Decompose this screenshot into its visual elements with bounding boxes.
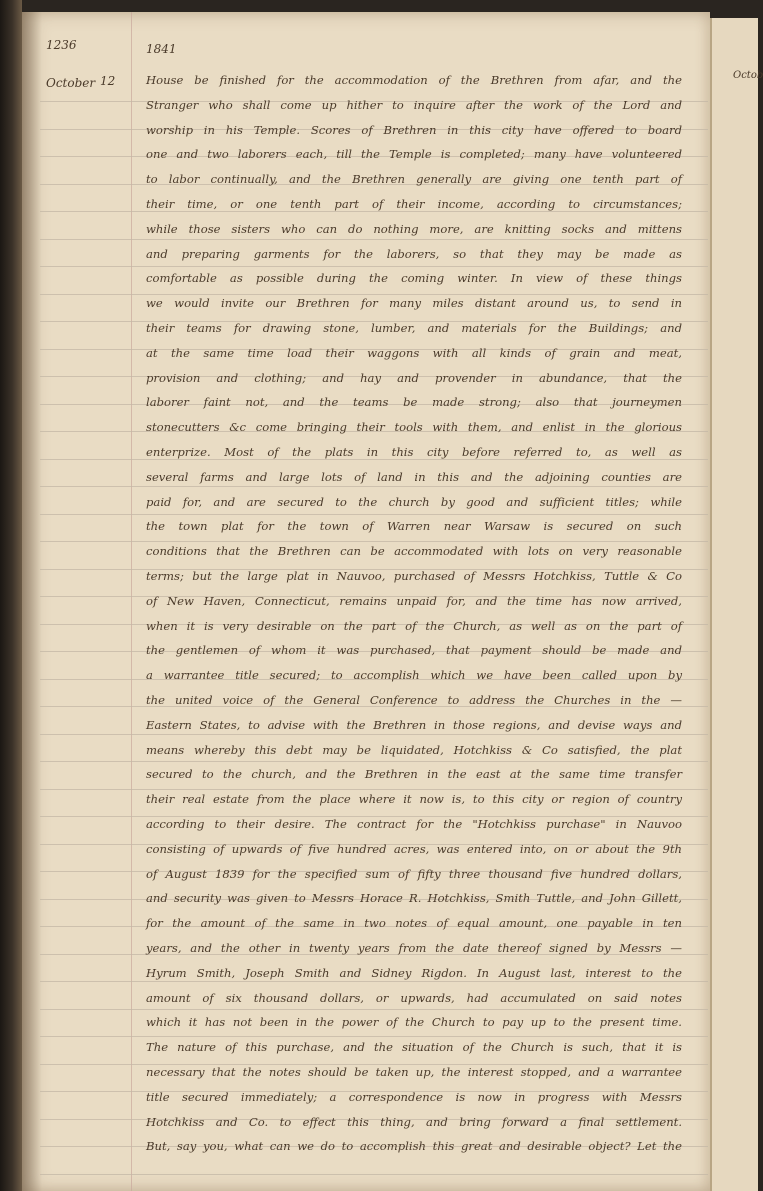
manuscript-line: years, and the other in twenty years from the date thereof signed by Messrs — (146, 941, 682, 955)
manuscript-line: for the amount of the same in two notes of equal amount, one payable in ten (146, 916, 682, 930)
manuscript-line: terms; but the large plat in Nauvoo, purchased of Messrs Hotchkiss, Tuttle & Co (146, 569, 682, 583)
entry-year: 1841 (146, 42, 177, 56)
ruled-line (40, 486, 708, 487)
manuscript-line: But, say you, what can we do to accomplish this great and desirable object? Let the (146, 1139, 682, 1153)
manuscript-line: title secured immediately; a correspondence is now in progress with Messrs (146, 1090, 682, 1104)
ruled-line (40, 541, 708, 542)
manuscript-line: means whereby this debt may be liquidated, Hotchkiss & Co satisfied, the plat (146, 743, 682, 757)
manuscript-line: of New Haven, Connecticut, remains unpaid for, and the time has now arrived, (146, 594, 682, 608)
manuscript-line: which it has not been in the power of the Church to pay up to the present time. (146, 1015, 682, 1029)
manuscript-line: several farms and large lots of land in this and the adjoining counties are (146, 470, 682, 484)
manuscript-line: enterprize. Most of the plats in this city before referred to, as well as (146, 445, 682, 459)
book-spine (0, 0, 22, 1191)
manuscript-line: stonecutters &c come bringing their tools with them, and enlist in the glorious (146, 420, 682, 434)
manuscript-line: paid for, and are secured to the church by good and sufficient titles; while (146, 495, 682, 509)
manuscript-line: consisting of upwards of five hundred acres, was entered into, on or about the 9th (146, 842, 682, 856)
ruled-line (40, 211, 708, 212)
entry-date-day: 12 (100, 74, 116, 88)
ruled-line (40, 734, 708, 735)
margin-rule (131, 12, 132, 1191)
ruled-line (40, 981, 708, 982)
manuscript-line: amount of six thousand dollars, or upwards, had accumulated on said notes (146, 991, 682, 1005)
facing-page-margin-note: Octob (733, 70, 763, 81)
manuscript-line: we would invite our Brethren for many miles distant around us, to send in (146, 296, 682, 310)
ruled-line (40, 294, 708, 295)
manuscript-line: secured to the church, and the Brethren in the east at the same time transfer (146, 767, 682, 781)
manuscript-line: Hotchkiss and Co. to effect this thing, and bring forward a final settlement. (146, 1115, 682, 1129)
ruled-line (40, 789, 708, 790)
manuscript-line: Eastern States, to advise with the Brethren in those regions, and devise ways and (146, 718, 682, 732)
manuscript-line: provision and clothing; and hay and provender in abundance, that the (146, 371, 682, 385)
manuscript-line: the united voice of the General Conference to address the Churches in the — (146, 693, 682, 707)
page-gutter-shadow (22, 12, 42, 1191)
page-number: 1236 (46, 38, 77, 52)
ruled-line (40, 266, 708, 267)
manuscript-line: a warrantee title secured; to accomplish which we have been called upon by (146, 668, 682, 682)
manuscript-line: while those sisters who can do nothing more, are knitting socks and mittens (146, 222, 682, 236)
ruled-line (40, 514, 708, 515)
manuscript-line: the town plat for the town of Warren near Warsaw is secured on such (146, 519, 682, 533)
manuscript-line: Stranger who shall come up hither to inquire after the work of the Lord and (146, 98, 682, 112)
ruled-line (40, 1174, 708, 1175)
manuscript-line: their teams for drawing stone, lumber, and materials for the Buildings; and (146, 321, 682, 335)
manuscript-line: of August 1839 for the specified sum of fifty three thousand five hundred dollars, (146, 867, 682, 881)
ruled-line (40, 1009, 708, 1010)
ruled-line (40, 239, 708, 240)
ruled-line (40, 761, 708, 762)
manuscript-line: and security was given to Messrs Horace R. Hotchkiss, Smith Tuttle, and John Gillett, (146, 891, 682, 905)
manuscript-line: conditions that the Brethren can be accommodated with lots on very reasonable (146, 544, 682, 558)
manuscript-line: their time, or one tenth part of their income, according to circumstances; (146, 197, 682, 211)
manuscript-line: when it is very desirable on the part of the Church, as well as on the part of (146, 619, 682, 633)
manuscript-line: House be finished for the accommodation of the Brethren from afar, and the (146, 73, 682, 87)
manuscript-line: Hyrum Smith, Joseph Smith and Sidney Rigdon. In August last, interest to the (146, 966, 682, 980)
manuscript-line: worship in his Temple. Scores of Brethren in this city have offered to board (146, 123, 682, 137)
manuscript-line: comfortable as possible during the coming winter. In view of these things (146, 271, 682, 285)
manuscript-line: The nature of this purchase, and the situation of the Church is such, that it is (146, 1040, 682, 1054)
manuscript-line: their real estate from the place where it now is, to this city or region of country (146, 792, 682, 806)
manuscript-line: one and two laborers each, till the Temple is completed; many have volunteered (146, 147, 682, 161)
manuscript-line: the gentlemen of whom it was purchased, that payment should be made and (146, 643, 682, 657)
manuscript-line: and preparing garments for the laborers, so that they may be made as (146, 247, 682, 261)
manuscript-line: according to their desire. The contract for the "Hotchkiss purchase" in Nauvoo (146, 817, 682, 831)
manuscript-line: laborer faint not, and the teams be made strong; also that journeymen (146, 395, 682, 409)
manuscript-line: necessary that the notes should be taken up, the interest stopped, and a warrantee (146, 1065, 682, 1079)
facing-page-edge (710, 18, 758, 1191)
manuscript-line: at the same time load their waggons with all kinds of grain and meat, (146, 346, 682, 360)
manuscript-line: to labor continually, and the Brethren generally are giving one tenth part of (146, 172, 682, 186)
ruled-line (40, 1036, 708, 1037)
entry-date-month: October (46, 76, 96, 90)
ruled-line (40, 459, 708, 460)
